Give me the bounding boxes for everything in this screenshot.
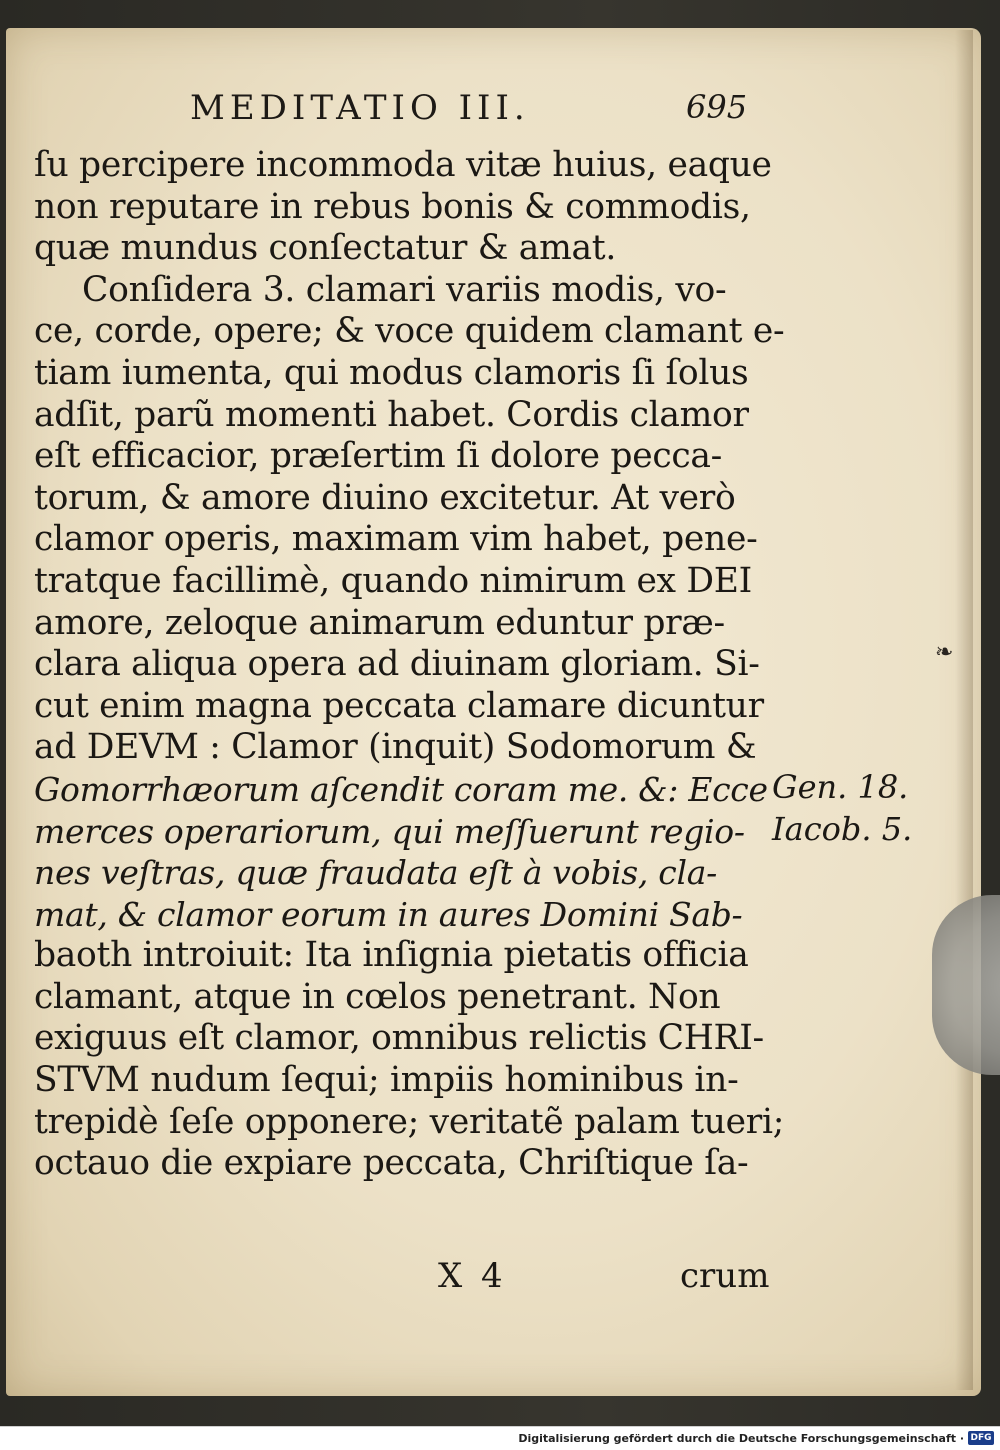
text-line: clamor operis, maximam vim habet, pene- [34, 519, 758, 560]
running-head: MEDITATIO III. [190, 88, 530, 128]
text-line: STVM nudum ſequi; impiis hominibus in- [34, 1060, 739, 1101]
text-line: trepidè ſeſe opponere; veritatẽ palam tueri; [34, 1101, 785, 1142]
dfg-logo-icon: DFG [968, 1431, 994, 1445]
text-line: clara aliqua opera ad diuinam gloriam. Si- [34, 644, 760, 685]
page-number: 695 [686, 88, 748, 126]
text-line: amore, zeloque animarum eduntur præ- [34, 602, 725, 643]
text-line: nes veſtras, quæ fraudata eſt à vobis, cla- [34, 853, 717, 893]
text-line: eſt efficacior, præſertim ſi dolore pecca- [34, 436, 722, 477]
text-line: Gomorrhæorum aſcendit coram me. &: Ecce [34, 769, 768, 809]
signature-mark: X 4 [438, 1256, 507, 1296]
body-text [34, 145, 785, 1185]
text-line: non reputare in rebus bonis & commodis, [34, 186, 751, 227]
page-edge-shadow [955, 30, 973, 1390]
text-line: Conſidera 3. clamari variis modis, vo- [82, 269, 727, 310]
text-line: merces operariorum, qui meſſuerunt regio- [34, 811, 745, 851]
text-line: tiam iumenta, qui modus clamoris ſi ſolus [34, 352, 749, 393]
text-line: quæ mundus conſectatur & amat. [34, 228, 616, 269]
text-line: octauo die expiare peccata, Chriſtique ſa- [34, 1143, 749, 1184]
digitization-footer [0, 1426, 1000, 1450]
page-clip [932, 895, 1000, 1075]
text-line: torum, & amore diuino excitetur. At verò [34, 477, 736, 518]
text-line: ſu percipere incommoda vitæ huius, eaque [34, 145, 772, 185]
text-line: adſit, parũ momenti habet. Cordis clamor [34, 394, 749, 435]
text-line: ce, corde, opere; & voce quidem clamant e- [34, 311, 785, 352]
text-line: tratque facillimè, quando nimirum ex DEI [34, 560, 752, 601]
margin-note-genesis: Gen. 18. [772, 768, 909, 806]
text-line: mat, & clamor eorum in aures Domini Sab- [34, 894, 743, 934]
footer-credit: Digitalisierung gefördert durch die Deutsche Forschungsgemeinschaft · [518, 1432, 964, 1445]
catchword: crum [680, 1256, 770, 1296]
margin-note-jacob: Iacob. 5. [772, 810, 913, 848]
text-line: clamant, atque in cœlos penetrant. Non [34, 976, 721, 1017]
ornament-icon: ❧ [935, 640, 954, 665]
text-line: baoth introiuit: Ita inſignia pietatis officia [34, 935, 749, 976]
text-line: cut enim magna peccata clamare dicuntur [34, 685, 764, 726]
text-line: ad DEVM : Clamor (inquit) Sodomorum & [34, 727, 757, 768]
text-line: exiguus eſt clamor, omnibus relictis CHRI- [34, 1018, 764, 1059]
